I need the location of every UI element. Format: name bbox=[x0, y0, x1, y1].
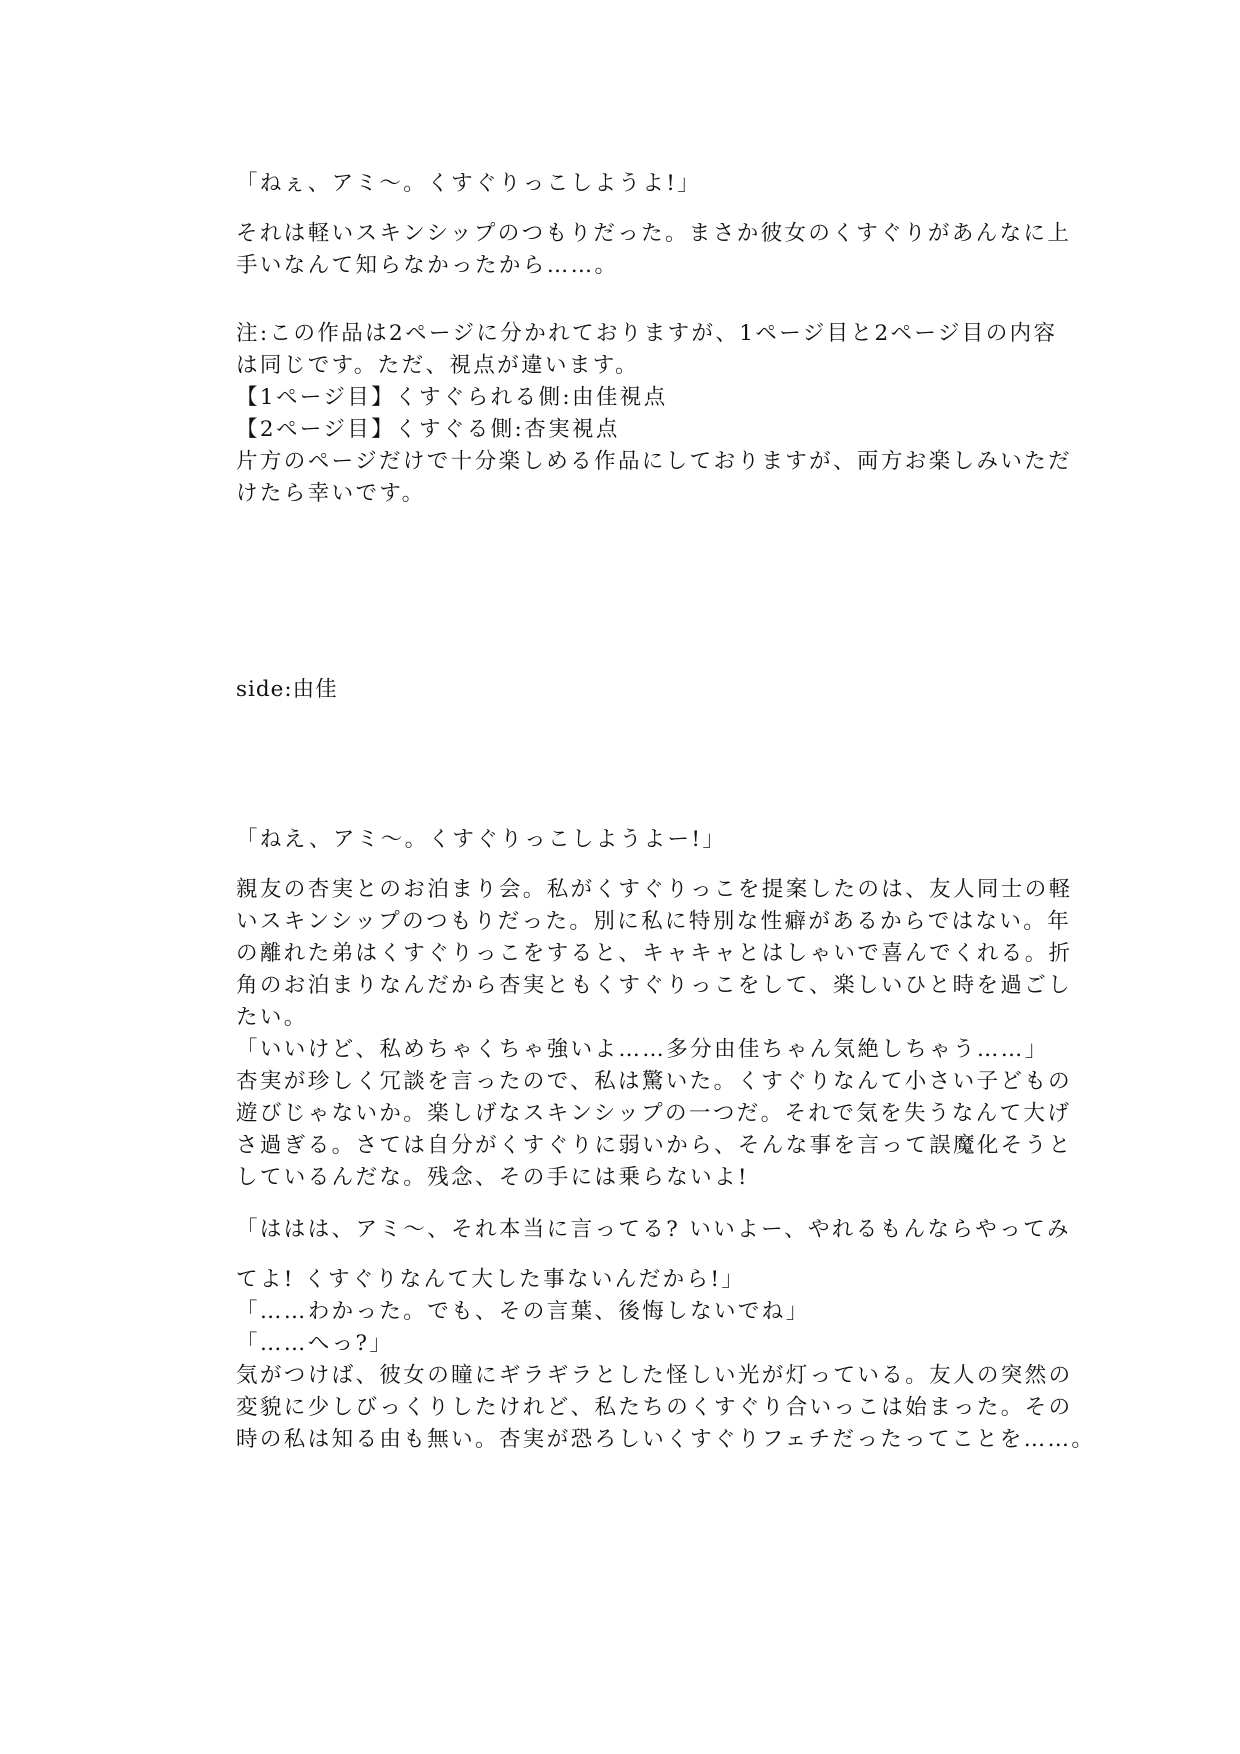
story-opening: 「ねえ、アミ〜。くすぐりっこしようよー!」 bbox=[236, 827, 727, 852]
note-line: 【2ページ目】くすぐる側:杏実視点 bbox=[236, 417, 620, 442]
section-title: side:由佳 bbox=[236, 677, 338, 702]
story-line: たい。 bbox=[236, 1005, 308, 1030]
note-line: 注:この作品は2ページに分かれておりますが、1ページ目と2ページ目の内容 bbox=[236, 321, 1058, 346]
story-line: 気がつけば、彼女の瞳にギラギラとした怪しい光が灯っている。友人の突然の bbox=[236, 1363, 1073, 1388]
story-line: いスキンシップのつもりだった。別に私に特別な性癖があるからではない。年 bbox=[236, 909, 1072, 934]
note-line: 【1ページ目】くすぐられる側:由佳視点 bbox=[236, 385, 668, 410]
story-line: の離れた弟はくすぐりっこをすると、キャキャとはしゃいで喜んでくれる。折 bbox=[236, 941, 1073, 966]
story-line: 変貌に少しびっくりしたけれど、私たちのくすぐり合いっこは始まった。その bbox=[236, 1395, 1073, 1420]
story-line: 「……わかった。でも、その言葉、後悔しないでね」 bbox=[236, 1299, 810, 1324]
story-line: 杏実が珍しく冗談を言ったので、私は驚いた。くすぐりなんて小さい子どもの bbox=[236, 1069, 1073, 1094]
note-line: けたら幸いです。 bbox=[236, 481, 426, 506]
story-line: 親友の杏実とのお泊まり会。私がくすぐりっこを提案したのは、友人同士の軽 bbox=[236, 877, 1073, 902]
story-line: 遊びじゃないか。楽しげなスキンシップの一つだ。それで気を失うなんて大げ bbox=[236, 1101, 1072, 1126]
story-line: 「いいけど、私めちゃくちゃ強いよ……多分由佳ちゃん気絶しちゃう……」 bbox=[236, 1037, 1049, 1062]
note-line: は同じです。ただ、視点が違います。 bbox=[236, 353, 639, 378]
story-line: さ過ぎる。さては自分がくすぐりに弱いから、そんな事を言って誤魔化そうと bbox=[236, 1133, 1073, 1158]
story-line: 時の私は知る由も無い。杏実が恐ろしいくすぐりフェチだったってことを……。 bbox=[236, 1427, 1096, 1452]
intro-quote: 「ねぇ、アミ〜。くすぐりっこしようよ!」 bbox=[236, 171, 702, 196]
intro-summary-line: それは軽いスキンシップのつもりだった。まさか彼女のくすぐりがあんなに上 bbox=[236, 221, 1072, 246]
story-line: 「……へっ?」 bbox=[236, 1331, 394, 1356]
note-line: 片方のページだけで十分楽しめる作品にしておりますが、両方お楽しみいただ bbox=[236, 449, 1073, 474]
story-line: 角のお泊まりなんだから杏実ともくすぐりっこをして、楽しいひと時を過ごし bbox=[236, 973, 1073, 998]
story-line: 「ははは、アミ〜、それ本当に言ってる? いいよー、やれるもんならやってみ bbox=[236, 1217, 1071, 1242]
intro-summary-line: 手いなんて知らなかったから……。 bbox=[236, 253, 619, 278]
story-line: てよ! くすぐりなんて大した事ないんだから!」 bbox=[236, 1267, 746, 1292]
story-line: しているんだな。残念、その手には乗らないよ! bbox=[236, 1165, 749, 1190]
